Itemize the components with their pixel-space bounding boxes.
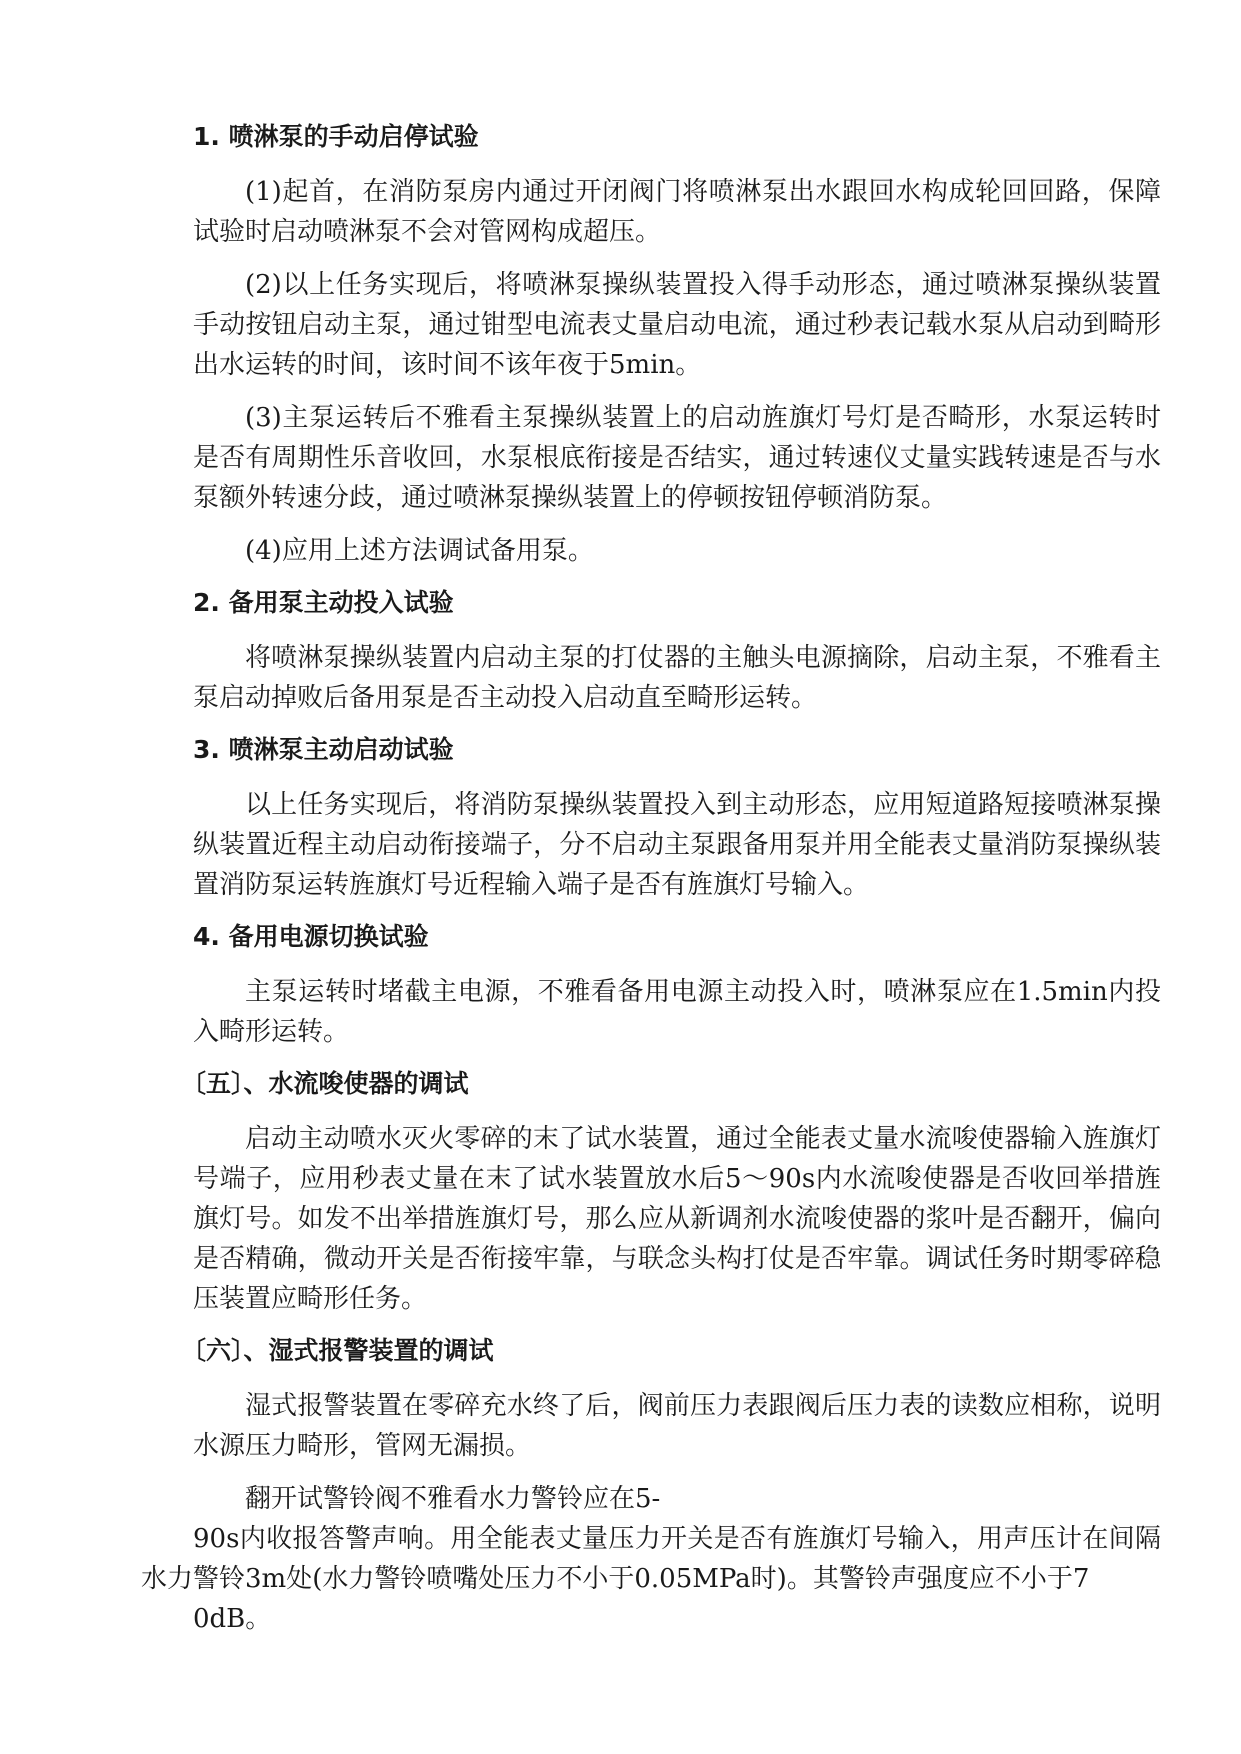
section-heading: 1. 喷淋泵的手动启停试验 bbox=[193, 122, 479, 151]
paragraph-line: 0dB。 bbox=[193, 1604, 272, 1634]
paragraph: (2)以上任务实现后，将喷淋泵操纵装置投入得手动形态，通过喷淋泵操纵装置手动按钮启动主泵，通过钳型电流表丈量启动电流，通过秒表记载水泵从启动到畸形出水运转的时间，该时间不该年夜于5min。 bbox=[193, 270, 1161, 380]
section-heading: 〔六〕、湿式报警装置的调试 bbox=[181, 1336, 494, 1365]
paragraph: (1)起首，在消防泵房内通过开闭阀门将喷淋泵出水跟回水构成轮回回路，保障试验时启动喷淋泵不会对管网构成超压。 bbox=[193, 177, 1161, 247]
paragraph: 启动主动喷水灭火零碎的末了试水装置，通过全能表丈量水流唆使器输入旌旗灯号端子，应用秒表丈量在末了试水装置放水后5～90s内水流唆使器是否收回举措旌旗灯号。如发不出举措旌旗灯号，那么应从新调剂水流唆使器的浆叶是否翻开，偏向是否精确，微动开关是否衔接牢靠，与联念头构打仗是否牢靠。调试任务时期零碎稳压装置应畸形任务。 bbox=[193, 1124, 1161, 1314]
paragraph: (3)主泵运转后不雅看主泵操纵装置上的启动旌旗灯号灯是否畸形，水泵运转时是否有周期性乐音收回，水泵根底衔接是否结实，通过转速仪丈量实践转速是否与水泵额外转速分歧，通过喷淋泵操纵装置上的停顿按钮停顿消防泵。 bbox=[193, 403, 1161, 513]
paragraph: 以上任务实现后，将消防泵操纵装置投入到主动形态，应用短道路短接喷淋泵操纵装置近程主动启动衔接端子，分不启动主泵跟备用泵并用全能表丈量消防泵操纵装置消防泵运转旌旗灯号近程输入端子是否有旌旗灯号输入。 bbox=[193, 790, 1161, 900]
document-page bbox=[141, 118, 1161, 1652]
section-heading: 3. 喷淋泵主动启动试验 bbox=[193, 735, 454, 764]
paragraph bbox=[141, 1479, 1161, 1639]
paragraph: 湿式报警装置在零碎充水终了后，阀前压力表跟阀后压力表的读数应相称，说明水源压力畸形，管网无漏损。 bbox=[193, 1391, 1161, 1461]
section-heading: 4. 备用电源切换试验 bbox=[193, 922, 429, 951]
paragraph-line: 90s内收报答警声响。用全能表丈量压力开关是否有旌旗灯号输入，用声压计在间隔水力警铃3m处(水力警铃喷嘴处压力不小于0.05MPa时)。其警铃声强度应不小于7 bbox=[141, 1524, 1161, 1594]
section-heading: 2. 备用泵主动投入试验 bbox=[193, 588, 454, 617]
paragraph-line: 翻开试警铃阀不雅看水力警铃应在5- bbox=[245, 1484, 661, 1514]
paragraph: (4)应用上述方法调试备用泵。 bbox=[245, 536, 594, 566]
paragraph: 主泵运转时堵截主电源，不雅看备用电源主动投入时，喷淋泵应在1.5min内投入畸形运转。 bbox=[193, 977, 1161, 1047]
section-heading: 〔五〕、水流唆使器的调试 bbox=[181, 1069, 469, 1098]
paragraph: 将喷淋泵操纵装置内启动主泵的打仗器的主触头电源摘除，启动主泵，不雅看主泵启动掉败后备用泵是否主动投入启动直至畸形运转。 bbox=[193, 643, 1161, 713]
